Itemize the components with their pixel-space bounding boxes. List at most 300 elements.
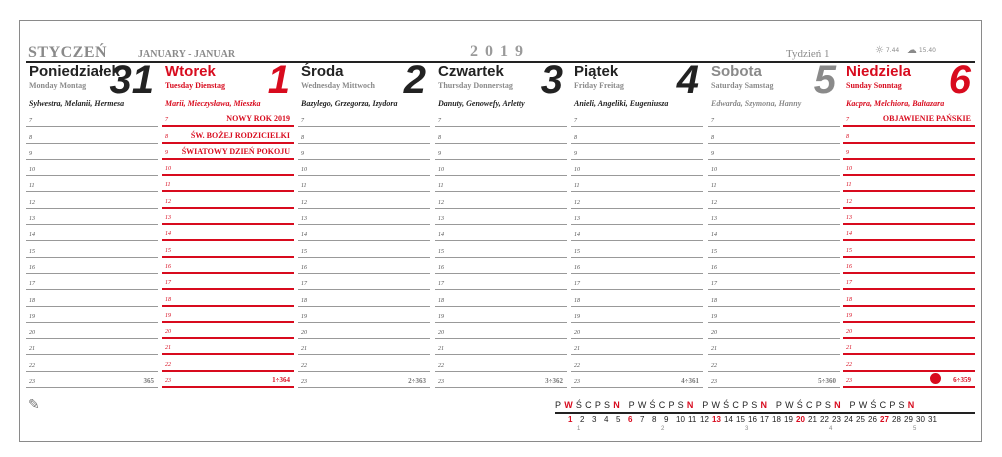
hour-row[interactable] <box>26 111 158 127</box>
mini-calendar-day: 17 <box>760 415 769 424</box>
hour-row[interactable] <box>162 160 294 176</box>
hour-rows <box>435 111 567 388</box>
hour-row[interactable] <box>571 176 703 192</box>
hour-label: 19 <box>165 312 171 319</box>
hour-label: 11 <box>29 183 35 190</box>
hour-label: 14 <box>29 232 35 239</box>
hour-row[interactable] <box>708 307 840 323</box>
weekday-letter: P <box>628 400 638 410</box>
hour-label: 20 <box>29 330 35 337</box>
hour-row[interactable] <box>435 258 567 274</box>
hour-label: 12 <box>438 199 444 206</box>
mini-calendar-day: 13 <box>712 415 721 424</box>
hour-label: 9 <box>711 150 714 157</box>
weekday-letter: C <box>732 400 743 410</box>
weekday-letter: N <box>760 400 771 410</box>
mini-calendar-day: 28 <box>892 415 901 424</box>
hour-label: 7 <box>165 117 168 124</box>
hour-row[interactable] <box>162 192 294 208</box>
hour-label: 13 <box>574 216 580 223</box>
hour-row[interactable] <box>708 111 840 127</box>
hour-label: 19 <box>846 312 852 319</box>
hour-label: 7 <box>846 117 849 124</box>
mini-calendar-day: 7 <box>640 415 645 424</box>
weekday-letter: S <box>824 400 835 410</box>
planner-page <box>19 20 982 442</box>
weekday-letter: W <box>785 400 797 410</box>
hour-row[interactable] <box>571 127 703 143</box>
hour-label: 13 <box>711 216 717 223</box>
hour-row[interactable] <box>298 290 430 306</box>
mini-calendar-day: 24 <box>844 415 853 424</box>
hour-row[interactable] <box>571 274 703 290</box>
weekday-letter: W <box>637 400 650 410</box>
hour-row[interactable] <box>708 225 840 241</box>
hour-label: 19 <box>574 313 580 320</box>
hour-row[interactable] <box>162 372 294 388</box>
hour-row[interactable] <box>843 290 975 306</box>
hour-label: 13 <box>29 216 35 223</box>
sunrise-time: 7.44 <box>885 47 900 54</box>
event-label: ŚW. BOŻEJ RODZICIELKI <box>190 130 290 140</box>
hour-label: 21 <box>574 346 580 353</box>
day-number: 6 <box>948 58 971 102</box>
hour-label: 14 <box>165 231 171 238</box>
hour-row[interactable] <box>843 323 975 339</box>
name-days: Sylwestra, Melanii, Hermesa <box>29 99 125 108</box>
weekday-letter: C <box>805 400 816 410</box>
hour-row[interactable] <box>298 339 430 355</box>
mini-calendar-week-number: 3 <box>745 426 749 432</box>
weekday-letter: Ś <box>870 400 880 410</box>
hour-label: 19 <box>301 313 307 320</box>
hour-row[interactable] <box>162 241 294 257</box>
hour-row[interactable] <box>26 372 158 388</box>
hour-row[interactable] <box>26 241 158 257</box>
hour-row[interactable] <box>435 290 567 306</box>
hour-row[interactable] <box>298 209 430 225</box>
hour-row[interactable] <box>435 144 567 160</box>
hour-row[interactable] <box>708 372 840 388</box>
weekday-letter: W <box>711 400 724 410</box>
hour-label: 9 <box>574 150 577 157</box>
hour-row[interactable] <box>843 339 975 355</box>
hour-label: 15 <box>438 248 444 255</box>
hour-row[interactable] <box>298 111 430 127</box>
hour-row[interactable] <box>162 290 294 306</box>
weekday-letter: C <box>585 400 595 410</box>
mini-calendar-day: 23 <box>832 415 841 424</box>
hour-label: 20 <box>165 329 171 336</box>
day-count: 5÷360 <box>818 377 836 386</box>
day-count: 365 <box>143 377 154 386</box>
hour-row[interactable] <box>26 339 158 355</box>
sunset-time: 15.40 <box>918 47 936 54</box>
mini-calendar-day: 3 <box>592 415 597 424</box>
hour-row[interactable] <box>571 160 703 176</box>
hour-row[interactable] <box>26 323 158 339</box>
hour-row[interactable] <box>571 339 703 355</box>
hour-label: 12 <box>574 199 580 206</box>
hour-row[interactable] <box>298 274 430 290</box>
hour-label: 8 <box>711 134 714 141</box>
hour-row[interactable] <box>435 339 567 355</box>
mini-calendar-day: 25 <box>856 415 865 424</box>
mini-calendar-day: 12 <box>700 415 709 424</box>
hour-row[interactable] <box>435 241 567 257</box>
day-column <box>708 58 840 415</box>
hour-label: 8 <box>574 134 577 141</box>
day-name: Wtorek <box>165 63 216 80</box>
hour-label: 11 <box>438 183 444 190</box>
hour-label: 20 <box>574 330 580 337</box>
mini-calendar-day: 8 <box>652 415 657 424</box>
hour-label: 21 <box>301 346 307 353</box>
weekday-letter: C <box>879 400 890 410</box>
hour-label: 21 <box>711 346 717 353</box>
hour-label: 9 <box>165 149 168 156</box>
hour-row[interactable] <box>843 111 975 127</box>
mini-calendar-day: 19 <box>784 415 793 424</box>
hour-row[interactable] <box>708 355 840 371</box>
hour-row[interactable] <box>435 225 567 241</box>
event-label: ŚWIATOWY DZIEŃ POKOJU <box>181 146 290 156</box>
hour-row[interactable] <box>26 176 158 192</box>
hour-row[interactable] <box>435 372 567 388</box>
hour-label: 15 <box>165 247 171 254</box>
hour-row[interactable] <box>298 225 430 241</box>
hour-row[interactable] <box>26 290 158 306</box>
weekday-letter: S <box>677 400 687 410</box>
hour-row[interactable] <box>435 209 567 225</box>
hour-label: 20 <box>301 330 307 337</box>
hour-row[interactable] <box>162 144 294 160</box>
mini-calendar-day: 27 <box>880 415 889 424</box>
hour-row[interactable] <box>708 176 840 192</box>
hour-rows <box>26 111 158 388</box>
hour-label: 17 <box>301 281 307 288</box>
day-name-translation: Friday Freitag <box>574 81 624 90</box>
hour-label: 16 <box>301 264 307 271</box>
hour-label: 17 <box>165 280 171 287</box>
hour-row[interactable] <box>571 290 703 306</box>
hour-row[interactable] <box>162 258 294 274</box>
hour-row[interactable] <box>298 323 430 339</box>
day-name-translation: Wednesday Mittwoch <box>301 81 375 90</box>
hour-row[interactable] <box>843 127 975 143</box>
hour-row[interactable] <box>26 144 158 160</box>
hour-row[interactable] <box>435 355 567 371</box>
mini-calendar-day: 14 <box>724 415 733 424</box>
day-name-translation: Monday Montag <box>29 81 87 90</box>
hour-row[interactable] <box>26 209 158 225</box>
hour-label: 10 <box>438 167 444 174</box>
hour-label: 16 <box>29 264 35 271</box>
hour-row[interactable] <box>571 144 703 160</box>
hour-rows <box>298 111 430 388</box>
hour-row[interactable] <box>843 307 975 323</box>
name-days: Bazylego, Grzegorza, Izydora <box>301 99 398 108</box>
hour-row[interactable] <box>708 192 840 208</box>
weekday-letter: N <box>686 400 697 410</box>
hour-label: 12 <box>29 199 35 206</box>
hour-row[interactable] <box>26 355 158 371</box>
hour-row[interactable] <box>298 372 430 388</box>
hour-row[interactable] <box>708 160 840 176</box>
hour-row[interactable] <box>843 160 975 176</box>
mini-calendar-day: 16 <box>748 415 757 424</box>
day-column <box>26 58 158 415</box>
day-name-translation: Saturday Samstag <box>711 81 774 90</box>
hour-label: 11 <box>711 183 717 190</box>
hour-label: 18 <box>438 297 444 304</box>
hour-label: 19 <box>438 313 444 320</box>
mini-calendar-week-number: 2 <box>661 426 665 432</box>
hour-row[interactable] <box>435 127 567 143</box>
hour-row[interactable] <box>26 258 158 274</box>
hour-row[interactable] <box>571 258 703 274</box>
hour-row[interactable] <box>708 209 840 225</box>
hour-label: 23 <box>574 379 580 386</box>
hour-label: 8 <box>438 134 441 141</box>
weekday-letter: C <box>658 400 669 410</box>
hour-label: 15 <box>711 248 717 255</box>
hour-row[interactable] <box>843 258 975 274</box>
hour-row[interactable] <box>571 307 703 323</box>
day-number: 4 <box>676 58 699 102</box>
hour-label: 18 <box>711 297 717 304</box>
hour-label: 10 <box>711 167 717 174</box>
day-count: 6÷359 <box>953 376 971 385</box>
day-number: 31 <box>109 58 154 102</box>
hour-label: 11 <box>301 183 307 190</box>
sun-times <box>875 45 936 56</box>
hour-label: 18 <box>165 296 171 303</box>
hour-row[interactable] <box>708 258 840 274</box>
hour-row[interactable] <box>843 241 975 257</box>
hour-label: 17 <box>29 281 35 288</box>
hour-label: 20 <box>711 330 717 337</box>
mini-calendar-day: 20 <box>796 415 805 424</box>
mini-calendar-day: 26 <box>868 415 877 424</box>
hour-label: 12 <box>301 199 307 206</box>
hour-rows <box>571 111 703 388</box>
hour-label: 23 <box>711 379 717 386</box>
hour-row[interactable] <box>708 274 840 290</box>
hour-label: 15 <box>846 247 852 254</box>
hour-row[interactable] <box>571 355 703 371</box>
hour-row[interactable] <box>435 274 567 290</box>
month-subtitle: JANUARY - JANUAR <box>138 49 236 60</box>
hour-label: 10 <box>574 167 580 174</box>
hour-label: 9 <box>846 149 849 156</box>
hour-label: 22 <box>711 362 717 369</box>
hour-row[interactable] <box>843 225 975 241</box>
hour-row[interactable] <box>571 225 703 241</box>
weekday-letter: S <box>751 400 761 410</box>
hour-row[interactable] <box>298 127 430 143</box>
hour-label: 11 <box>574 183 580 190</box>
hour-row[interactable] <box>162 127 294 143</box>
mini-calendar-day: 1 <box>568 415 573 424</box>
hour-label: 16 <box>574 264 580 271</box>
hour-row[interactable] <box>843 274 975 290</box>
day-number: 1 <box>267 58 290 102</box>
hour-label: 21 <box>846 345 852 352</box>
day-number: 5 <box>813 58 836 102</box>
hour-label: 10 <box>846 166 852 173</box>
hour-row[interactable] <box>571 241 703 257</box>
hour-label: 12 <box>711 199 717 206</box>
weekday-letter: W <box>858 400 871 410</box>
hour-row[interactable] <box>571 209 703 225</box>
hour-label: 13 <box>301 216 307 223</box>
hour-row[interactable] <box>708 323 840 339</box>
mini-calendar-day: 15 <box>736 415 745 424</box>
hour-label: 19 <box>711 313 717 320</box>
hour-label: 15 <box>301 248 307 255</box>
hour-label: 8 <box>846 133 849 140</box>
day-column <box>843 58 975 415</box>
day-column <box>162 58 294 415</box>
weekday-letter: Ś <box>723 400 733 410</box>
hour-label: 16 <box>711 264 717 271</box>
hour-label: 23 <box>438 379 444 386</box>
hour-label: 10 <box>165 166 171 173</box>
hour-label: 17 <box>438 281 444 288</box>
hour-label: 7 <box>574 118 577 125</box>
hour-label: 13 <box>846 215 852 222</box>
hour-label: 7 <box>29 118 32 125</box>
hour-row[interactable] <box>843 176 975 192</box>
hour-row[interactable] <box>571 111 703 127</box>
hour-row[interactable] <box>298 160 430 176</box>
hour-label: 14 <box>574 232 580 239</box>
hour-row[interactable] <box>571 323 703 339</box>
hour-row[interactable] <box>162 355 294 371</box>
hour-row[interactable] <box>708 290 840 306</box>
hour-row[interactable] <box>162 307 294 323</box>
hour-label: 15 <box>29 248 35 255</box>
hour-row[interactable] <box>26 274 158 290</box>
hour-label: 17 <box>711 281 717 288</box>
hour-row[interactable] <box>435 307 567 323</box>
mini-calendar-weekdays <box>555 400 917 410</box>
mini-calendar-divider <box>555 412 975 414</box>
hour-label: 7 <box>711 118 714 125</box>
mini-calendar-day: 9 <box>664 415 669 424</box>
weekday-letter: P <box>702 400 712 410</box>
hour-rows <box>708 111 840 388</box>
mini-calendar-day: 5 <box>616 415 621 424</box>
hour-row[interactable] <box>26 307 158 323</box>
day-column <box>571 58 703 415</box>
hour-row[interactable] <box>162 209 294 225</box>
day-name: Poniedziałek <box>29 63 120 80</box>
hour-label: 11 <box>846 182 852 189</box>
weekday-letter: P <box>742 400 752 410</box>
hour-row[interactable] <box>26 225 158 241</box>
hour-row[interactable] <box>298 192 430 208</box>
name-days: Edwarda, Szymona, Hanny <box>711 99 802 108</box>
day-name: Czwartek <box>438 63 504 80</box>
pencil-icon: ✎ <box>28 398 40 413</box>
mini-calendar-week-number: 1 <box>577 426 581 432</box>
hour-row[interactable] <box>708 144 840 160</box>
hour-row[interactable] <box>298 144 430 160</box>
hour-row[interactable] <box>435 176 567 192</box>
hour-row[interactable] <box>843 192 975 208</box>
hour-row[interactable] <box>298 241 430 257</box>
hour-row[interactable] <box>843 144 975 160</box>
hour-label: 10 <box>29 167 35 174</box>
name-days: Kacpra, Melchiora, Baltazara <box>846 99 945 108</box>
hour-label: 18 <box>846 296 852 303</box>
hour-label: 11 <box>165 182 171 189</box>
hour-row[interactable] <box>298 176 430 192</box>
day-count: 3÷362 <box>545 377 563 386</box>
hour-rows <box>843 111 975 388</box>
hour-row[interactable] <box>708 339 840 355</box>
weekday-letter: P <box>815 400 825 410</box>
hour-row[interactable] <box>843 355 975 371</box>
day-name: Niedziela <box>846 63 912 80</box>
hour-row[interactable] <box>843 372 975 388</box>
month-title: STYCZEŃ <box>28 44 108 61</box>
hour-row[interactable] <box>435 160 567 176</box>
weekday-letter: N <box>907 400 918 410</box>
hour-row[interactable] <box>708 127 840 143</box>
hour-row[interactable] <box>298 355 430 371</box>
mini-calendar-week-number: 5 <box>913 426 917 432</box>
hour-row[interactable] <box>162 176 294 192</box>
hour-row[interactable] <box>571 192 703 208</box>
hour-row[interactable] <box>162 225 294 241</box>
day-name: Piątek <box>574 63 619 80</box>
name-days: Anieli, Angeliki, Eugeniusza <box>574 99 669 108</box>
hour-row[interactable] <box>843 209 975 225</box>
weekday-letter: Ś <box>575 400 586 410</box>
hour-row[interactable] <box>162 323 294 339</box>
hour-row[interactable] <box>162 111 294 127</box>
hour-row[interactable] <box>435 192 567 208</box>
hour-label: 21 <box>165 345 171 352</box>
hour-row[interactable] <box>435 111 567 127</box>
weekday-letter: P <box>668 400 678 410</box>
hour-row[interactable] <box>708 241 840 257</box>
hour-row[interactable] <box>571 372 703 388</box>
hour-row[interactable] <box>26 192 158 208</box>
day-name-translation: Sunday Sonntag <box>846 81 902 90</box>
hour-row[interactable] <box>298 307 430 323</box>
day-name: Sobota <box>711 63 762 80</box>
day-name-translation: Thursday Donnerstag <box>438 81 513 90</box>
hour-row[interactable] <box>435 323 567 339</box>
hour-row[interactable] <box>162 339 294 355</box>
hour-label: 19 <box>29 313 35 320</box>
hour-row[interactable] <box>298 258 430 274</box>
hour-label: 8 <box>165 133 168 140</box>
hour-label: 18 <box>29 297 35 304</box>
mini-calendar-day: 21 <box>808 415 817 424</box>
hour-label: 22 <box>846 361 852 368</box>
hour-row[interactable] <box>26 127 158 143</box>
hour-label: 15 <box>574 248 580 255</box>
day-number: 3 <box>540 58 563 102</box>
hour-row[interactable] <box>26 160 158 176</box>
hour-row[interactable] <box>162 274 294 290</box>
weekday-letter: P <box>849 400 859 410</box>
